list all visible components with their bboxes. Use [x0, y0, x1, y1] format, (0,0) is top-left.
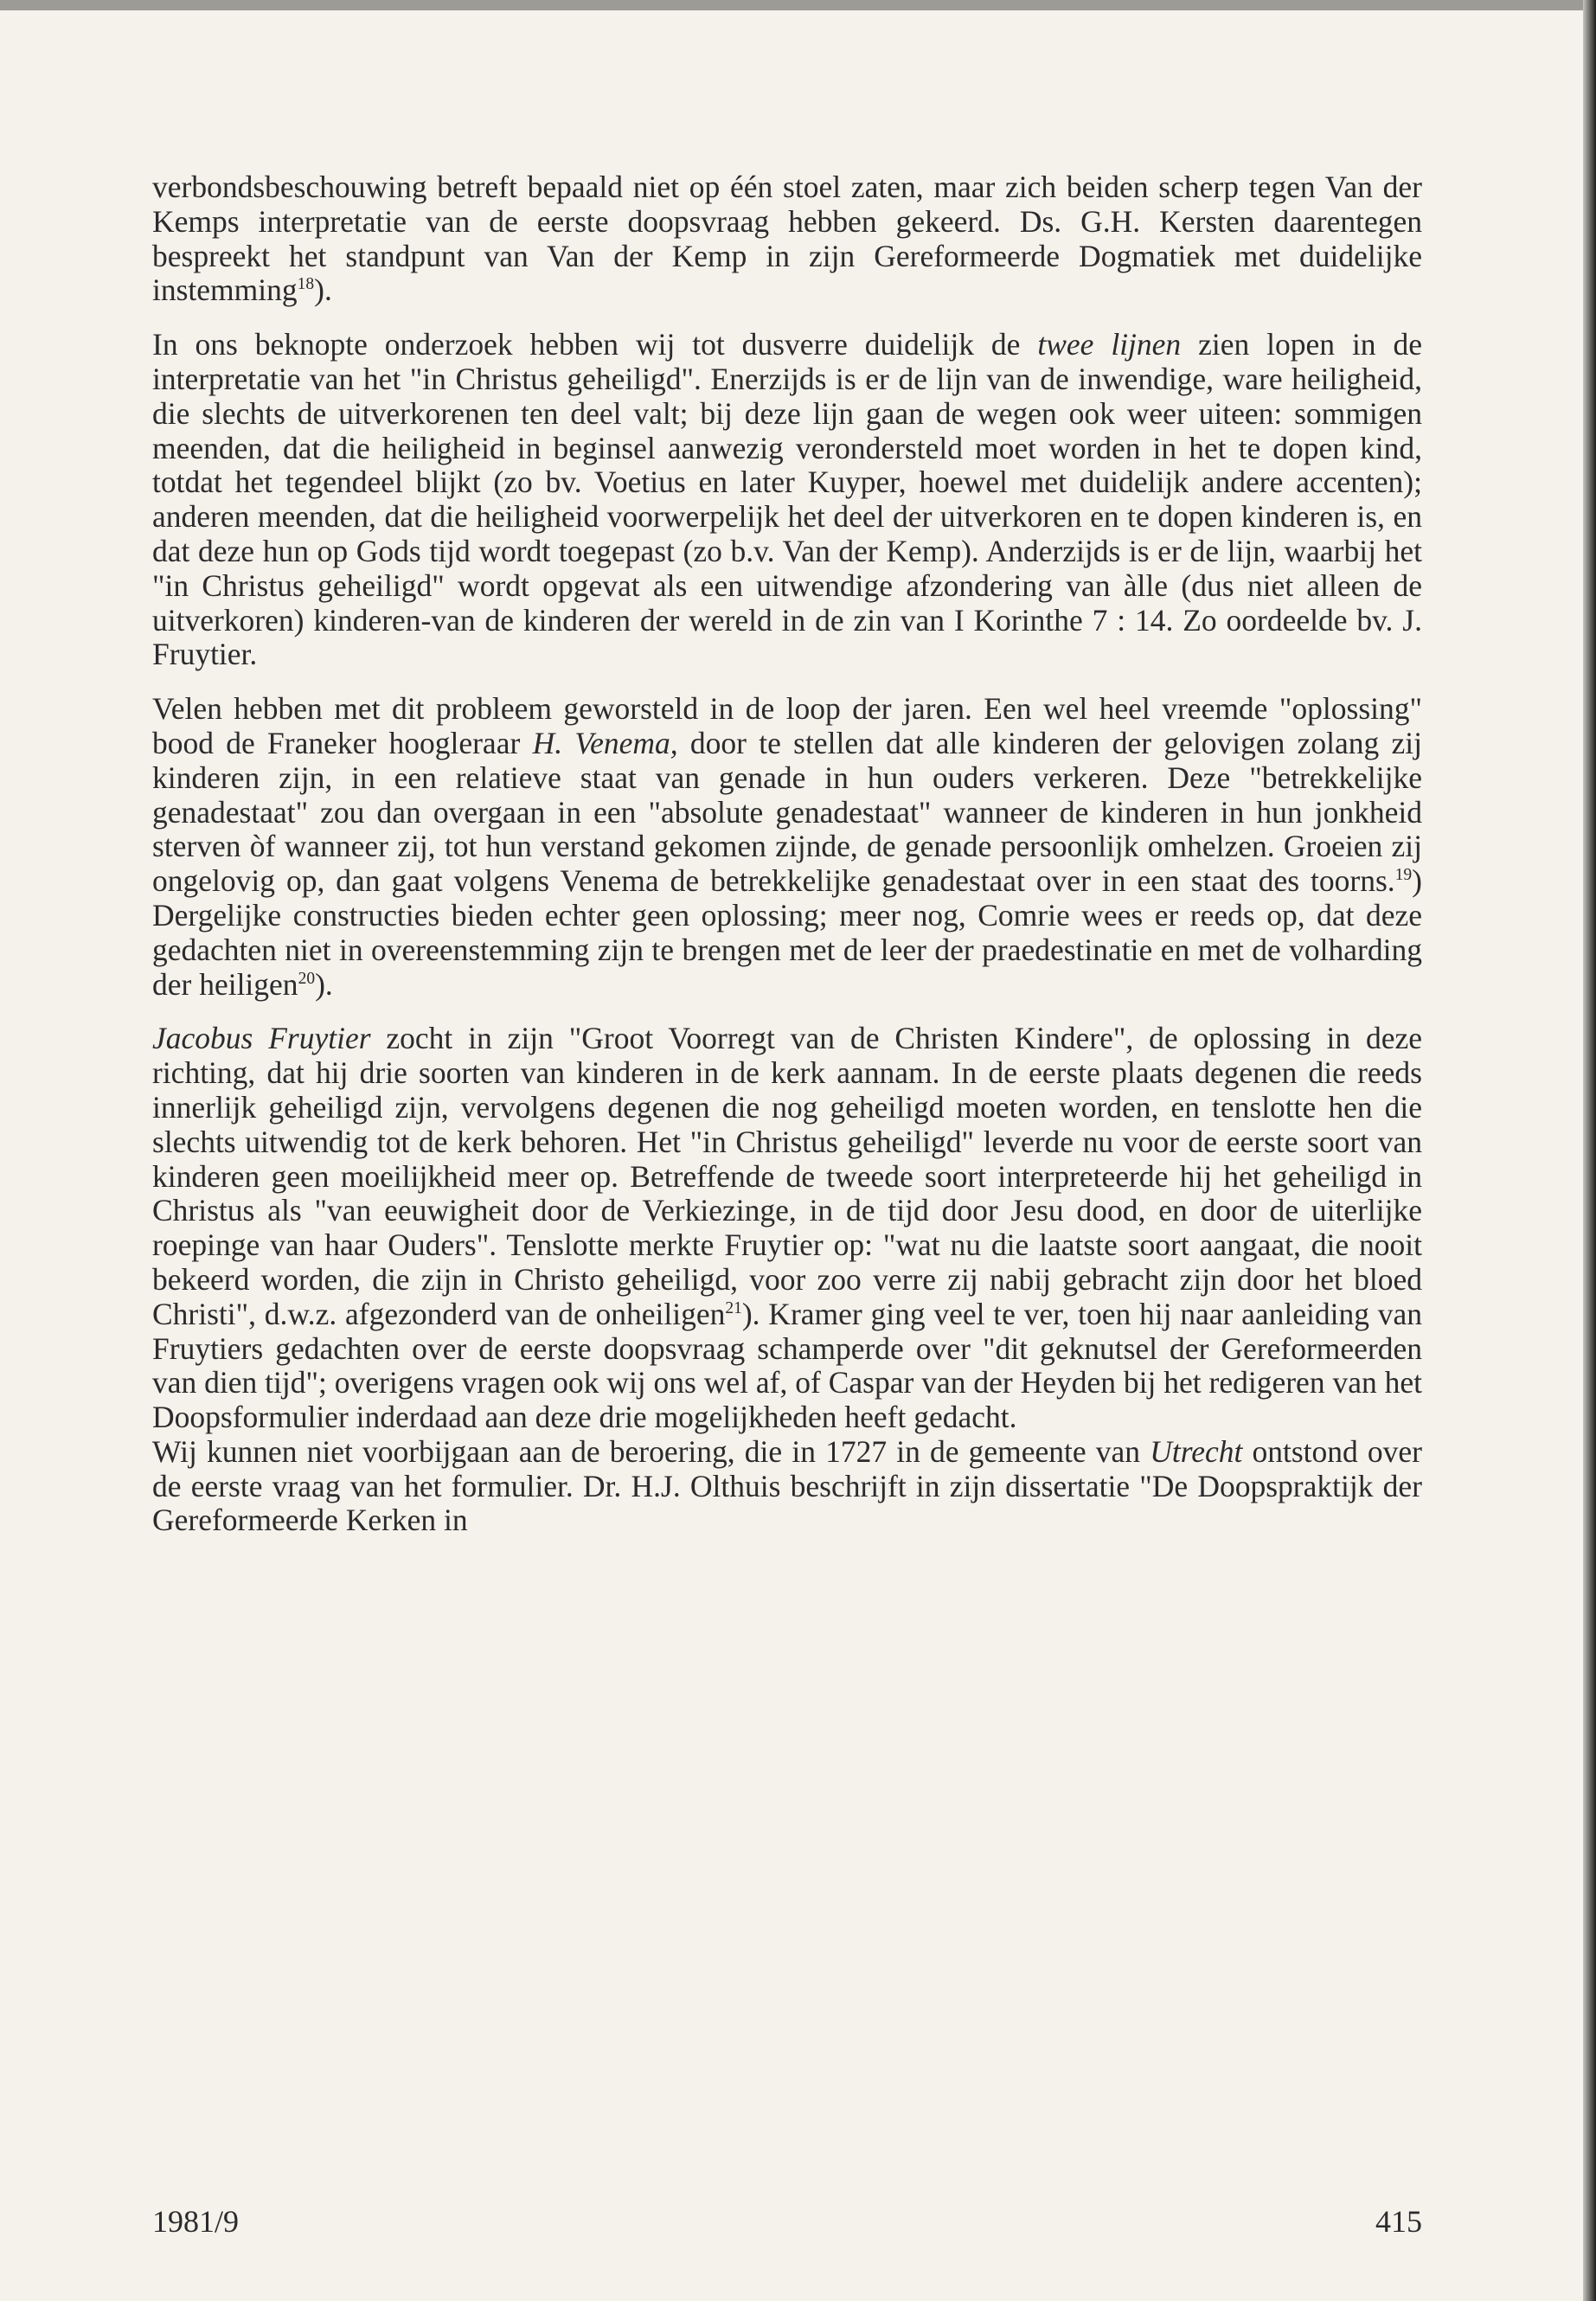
paragraph-4: Jacobus Fruytier zocht in zijn "Groot Voorregt van de Christen Kindere", de oplossing in deze richting, dat hij drie soorten van kinderen in de kerk aannam. In de eerste plaats degenen die reeds innerlijk geheiligd zijn, vervolgens degenen die nog geheiligd moeten worden, en tenslotte hen die slechts uitwendig tot de kerk behoren. Het "in Christus geheiligd" leverde nu voor de eerste soort van kinderen geen moeilijkheid meer op. Betreffende de tweede soort interpreteerde hij het geheiligd in Christus als "van eeuwigheit door de Verkiezinge, in de tijd door Jesu dood, en door de uiterlijke roepinge van haar Ouders". Tenslotte merkte Fruytier op: "wat nu die laatste soort aangaat, die nooit bekeerd worden, die zijn in Christo geheiligd, voor zoo verre zij nabij gebracht zijn door het bloed Christi", d.w.z. afgezonderd van de onheiligen$^{21}$). Kramer ging veel te ver, toen hij naar aanleiding van Fruytiers gedachten over de eerste doopsvraag schamperde over "dit geknutsel der Gereformeerden van dien tijd"; overigens vragen ook wij ons wel af, of Caspar van der Heyden bij het redigeren van het Doopsformulier inderdaad aan deze drie mogelijkheden heeft gedacht. [152, 1021, 1422, 1435]
footnote-ref-19: 19 [1394, 866, 1413, 885]
footnote-ref-18: 18 [297, 275, 315, 294]
italic-name-fruytier: Jacobus Fruytier [152, 1021, 371, 1056]
footnote-ref-20: 20 [298, 969, 316, 988]
scan-right-edge [1583, 0, 1596, 2301]
paragraph-1: verbondsbeschouwing betreft bepaald niet op één stoel zaten, maar zich beiden scherp tegen Van der Kemps interpretatie van de eerste doopsvraag hebben gekeerd. Ds. G.H. Kersten daarentegen bespreekt het standpunt van Van der Kemp in zijn Gereformeerde Dogmatiek met duidelijke instemming$^{18}$). [152, 170, 1422, 308]
paragraph-5: Wij kunnen niet voorbijgaan aan de beroering, die in 1727 in de gemeente van Utrecht ontstond over de eerste vraag van het formulier. Dr. H.J. Olthuis beschrijft in zijn dissertatie "De Doopspraktijk der Gereformeerde Kerken in [152, 1433, 1422, 1538]
footnote-ref-21: 21 [725, 1298, 742, 1317]
page-number: 415 [1375, 2204, 1422, 2239]
issue-number: 1981/9 [152, 2204, 240, 2239]
body-text [152, 170, 1422, 1538]
scan-top-border [0, 0, 1596, 10]
paragraph-3: Velen hebben met dit probleem geworsteld in de loop der jaren. Een wel heel vreemde "oplossing" bood de Franeker hoogleraar H. Venema, door te stellen dat alle kinderen der gelovigen zolang zij kinderen zijn, in een relatieve staat van genade in hun ouders verkeren. Deze "betrekkelijke genadestaat" zou dan overgaan in een "absolute genadestaat" wanneer de kinderen in hun jonkheid sterven òf wanneer zij, tot hun verstand gekomen zijnde, de genade persoonlijk omhelzen. Groeien zij ongelovig op, dan gaat volgens Venema de betrekkelijke genadestaat over in een staat des toorns.$^{19}$) Dergelijke constructies bieden echter geen oplossing; meer nog, Comrie wees er reeds op, dat deze gedachten niet in overeenstemming zijn te brengen met de leer der praedestinatie en met de volharding der heiligen$^{20}$). [152, 691, 1423, 1002]
italic-place-utrecht: Utrecht [1150, 1433, 1243, 1469]
italic-term-twee-lijnen: twee lijnen [1037, 327, 1182, 362]
italic-name-venema: H. Venema, [532, 725, 678, 760]
paragraph-2: In ons beknopte onderzoek hebben wij tot dusverre duidelijk de twee lijnen zien lopen in de interpretatie van het "in Christus geheiligd". Enerzijds is er de lijn van de inwendige, ware heiligheid, die slechts de uitverkorenen ten deel valt; bij deze lijn gaan de wegen ook weer uiteen: sommigen meenden, dat die heiligheid in beginsel aanwezig verondersteld moet worden in het te dopen kind, totdat het tegendeel blijkt (zo bv. Voetius en later Kuyper, hoewel met duidelijk andere accenten); anderen meenden, dat die heiligheid voorwerpelijk het deel der uitverkoren en te dopen kinderen is, en dat deze hun op Gods tijd wordt toegepast (zo b.v. Van der Kemp). Anderzijds is er de lijn, waarbij het "in Christus geheiligd" wordt opgevat als een uitwendige afzondering van àlle (dus niet alleen de uitverkoren) kinderen-van de kinderen der wereld in de zin van I Korinthe 7 : 14. Zo oordeelde bv. J. Fruytier. [152, 327, 1422, 672]
document-page [0, 10, 1583, 2301]
